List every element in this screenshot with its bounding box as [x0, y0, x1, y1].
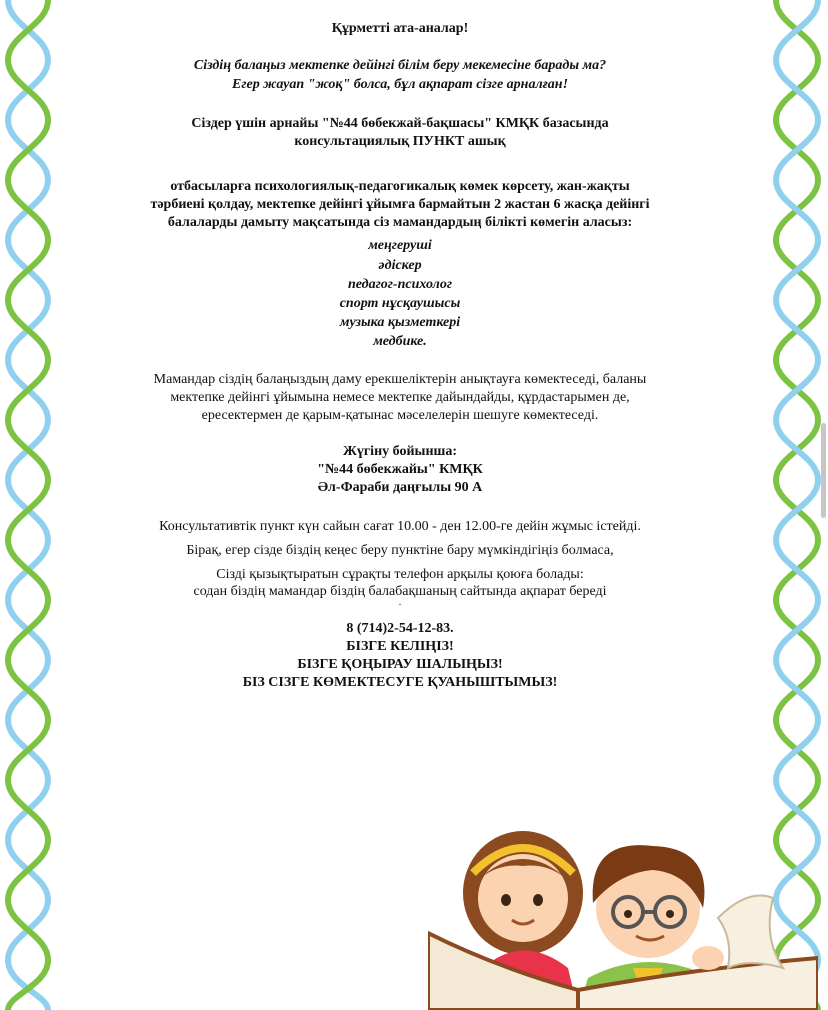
announcement-line-1: Сіздер үшін арнайы "№44 бөбекжай-бақшасы" КМҚК базасында	[191, 116, 609, 131]
alternative-line-2: Сізді қызықтыратын сұрақты телефон арқылы қоюға болады:	[216, 567, 584, 582]
specialist-item: әдіскер	[378, 258, 422, 273]
specialist-item: музыка қызметкері	[339, 315, 461, 330]
specialist-item: медбике.	[373, 334, 427, 349]
purpose-line-1: отбасыларға психологиялық-педагогикалық көмек көрсету, жан-жақты	[170, 179, 630, 194]
address-street: Әл-Фараби даңғылы 90 А	[317, 480, 483, 495]
specialist-item: спорт нұсқаушысы	[339, 296, 461, 311]
children-reading-illustration	[428, 818, 818, 1010]
address-heading: Жүгіну бойынша:	[342, 444, 458, 459]
specialist-item: педагог-психолог	[347, 277, 453, 292]
closing-line-3: БІЗ СІЗГЕ КӨМЕКТЕСУГЕ ҚУАНЫШТЫМЫЗ!	[242, 675, 558, 690]
scrollbar-thumb[interactable]	[821, 423, 826, 518]
specialist-item: меңгеруші	[368, 238, 432, 253]
decorative-border-left	[0, 0, 58, 1010]
alternative-line-1: Бірақ, егер сізде біздің кеңес беру пунктіне бару мүмкіндігіңіз болмаса,	[186, 543, 614, 558]
announcement-line-2: консультациялық ПУНКТ ашық	[294, 134, 506, 149]
purpose-line-3: балаларды дамыту мақсатында сіз мамандардың білікті көмегін аласыз:	[167, 215, 633, 230]
closing-line-2: БІЗГЕ ҚОҢЫРАУ ШАЛЫҢЫЗ!	[297, 657, 503, 672]
working-hours: Консультативтік пункт күн сайын сағат 10.00 - ден 12.00-ге дейін жұмыс істейді.	[159, 519, 641, 534]
greeting: Құрметті ата-аналар!	[331, 21, 469, 36]
help-line-3: ересектермен де қарым-қатынас мәселелерін шешуге көмектеседі.	[201, 408, 599, 423]
alternative-line-3: содан біздің мамандар біздің балабақшаның сайтында ақпарат береді	[193, 584, 607, 599]
purpose-line-2: тәрбиені қолдау, мектепке дейінгі ұйымға бармайтын 2 жастан 6 жасқа дейінгі	[150, 197, 650, 212]
closing-line-1: БІЗГЕ КЕЛІҢІЗ!	[346, 639, 454, 654]
address-organization: "№44 бөбекжайы" КМҚК	[317, 462, 483, 477]
help-line-1: Мамандар сіздің балаңыздың даму ерекшеліктерін анықтауға көмектеседі, баланы	[153, 372, 647, 387]
alternative-dot: .	[398, 597, 402, 608]
phone-number: 8 (714)2-54-12-83.	[346, 621, 454, 636]
question-line-2: Егер жауап "жоқ" болса, бұл ақпарат сізге арналған!	[231, 77, 569, 92]
help-line-2: мектепке дейінгі ұйымына немесе мектепке дайындайды, құрдастарымен де,	[170, 390, 630, 405]
question-line-1: Сіздің балаңыз мектепке дейінгі білім беру мекемесіне барады ма?	[193, 58, 607, 73]
